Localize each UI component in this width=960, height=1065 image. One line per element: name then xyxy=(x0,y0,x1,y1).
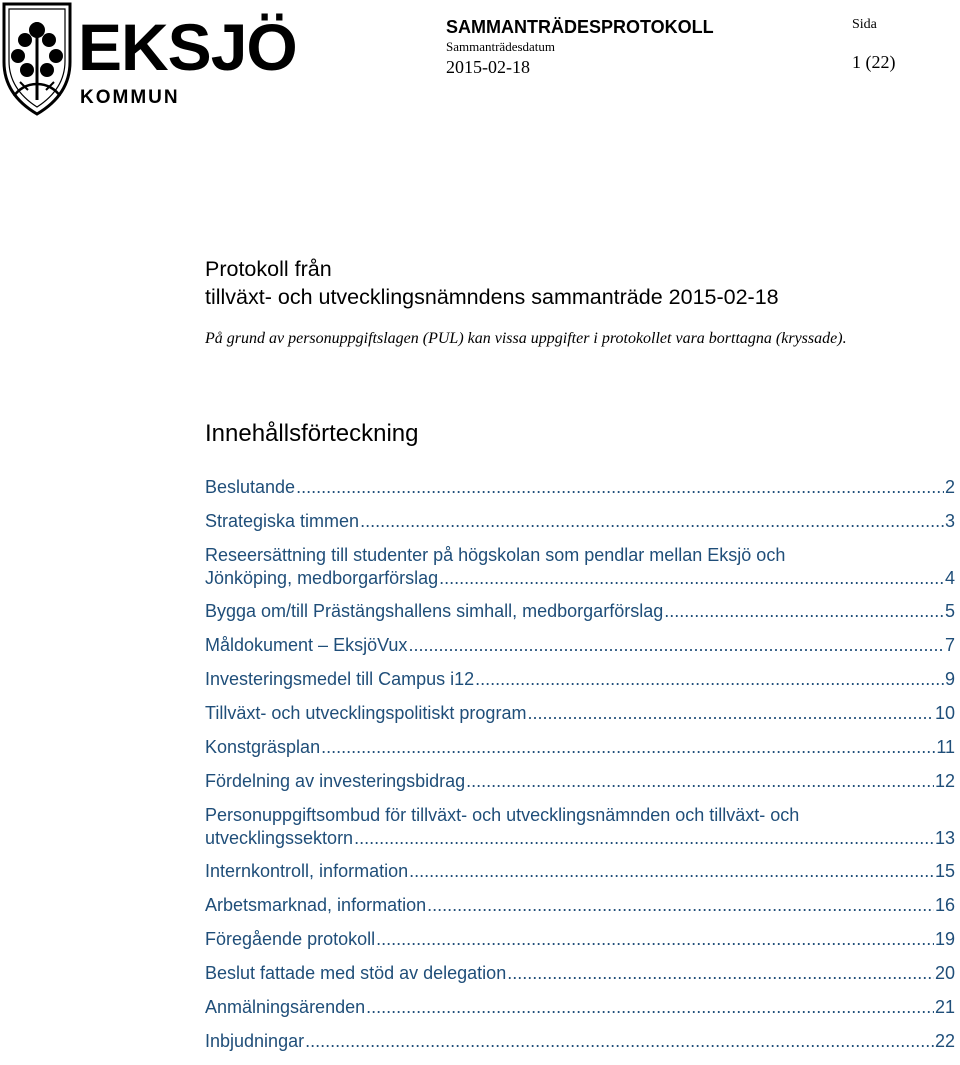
toc-entry-page: 13 xyxy=(934,828,955,848)
toc-entry[interactable] xyxy=(205,635,955,669)
toc-entry-title: Beslut fattade med stöd av delegation xyxy=(205,963,507,983)
toc-entry-page: 2 xyxy=(944,477,955,497)
toc-entry[interactable] xyxy=(205,545,955,601)
toc-leader-dots xyxy=(366,997,934,1018)
toc-entry-page: 15 xyxy=(934,861,955,881)
toc-leader-dots xyxy=(664,601,944,622)
logo-wordmark: EKSJÖ xyxy=(78,10,297,84)
toc-entry-title: Internkontroll, information xyxy=(205,861,409,881)
toc-entry-title: Tillväxt- och utvecklingspolitiskt program xyxy=(205,703,527,723)
page-number: 1 (22) xyxy=(852,52,896,72)
toc-leader-dots xyxy=(360,511,944,532)
toc-leader-dots xyxy=(427,895,934,916)
municipality-logo xyxy=(0,0,297,122)
toc-entry-title-continued: utvecklingssektorn xyxy=(205,828,354,848)
toc-leader-dots xyxy=(354,828,934,849)
toc-entry-title: Strategiska timmen xyxy=(205,511,360,531)
toc-leader-dots xyxy=(507,963,934,984)
toc-leader-dots xyxy=(408,635,944,656)
toc-entry[interactable] xyxy=(205,997,955,1031)
toc-entry-title: Bygga om/till Prästängshallens simhall, medborgarförslag xyxy=(205,601,664,621)
toc-entry-page: 3 xyxy=(944,511,955,531)
page-label: Sida xyxy=(852,17,877,32)
document-type: SAMMANTRÄDESPROTOKOLL xyxy=(446,17,714,37)
meeting-date: 2015-02-18 xyxy=(446,57,530,77)
protocol-title-line2: tillväxt- och utvecklingsnämndens sammanträde 2015-02-18 xyxy=(205,285,779,309)
toc-entry-title: Måldokument – EksjöVux xyxy=(205,635,408,655)
toc-leader-dots xyxy=(409,861,934,882)
toc-entry-page: 9 xyxy=(944,669,955,689)
toc-entry[interactable] xyxy=(205,477,955,511)
toc-entry[interactable] xyxy=(205,511,955,545)
toc-entry-page: 5 xyxy=(944,601,955,621)
toc-leader-dots xyxy=(376,929,934,950)
toc-leader-dots xyxy=(475,669,944,690)
toc-entry-page: 19 xyxy=(934,929,955,949)
meeting-date-label: Sammanträdesdatum xyxy=(446,39,556,54)
protocol-title-line1: Protokoll från xyxy=(205,257,332,281)
toc-entry-page: 4 xyxy=(944,568,955,588)
toc-entry-title: Beslutande xyxy=(205,477,296,497)
toc-entry-title: Konstgräsplan xyxy=(205,737,321,757)
toc-entry-page: 11 xyxy=(936,737,955,757)
toc-entry-page: 16 xyxy=(934,895,955,915)
table-of-contents xyxy=(205,477,955,1065)
toc-leader-dots xyxy=(439,568,944,589)
toc-entry-title: Arbetsmarknad, information xyxy=(205,895,427,915)
toc-entry-title: Investeringsmedel till Campus i12 xyxy=(205,669,475,689)
toc-entry[interactable] xyxy=(205,771,955,805)
toc-entry-page: 20 xyxy=(934,963,955,983)
toc-entry-page: 10 xyxy=(934,703,955,723)
toc-leader-dots xyxy=(296,477,944,498)
toc-leader-dots xyxy=(305,1031,934,1052)
toc-entry-page: 12 xyxy=(934,771,955,791)
toc-entry-title: Fördelning av investeringsbidrag xyxy=(205,771,466,791)
toc-entry-page: 22 xyxy=(934,1031,955,1051)
toc-entry[interactable] xyxy=(205,601,955,635)
toc-heading: Innehållsförteckning xyxy=(205,420,419,447)
toc-entry-title: Anmälningsärenden xyxy=(205,997,366,1017)
toc-entry[interactable] xyxy=(205,895,955,929)
toc-entry-title: Inbjudningar xyxy=(205,1031,305,1051)
toc-entry-title: Föregående protokoll xyxy=(205,929,376,949)
toc-leader-dots xyxy=(321,737,935,758)
privacy-notice: På grund av personuppgiftslagen (PUL) kan vissa uppgifter i protokollet vara borttagna (kryssade). xyxy=(205,330,847,347)
toc-entry[interactable] xyxy=(205,703,955,737)
toc-entry-title: Personuppgiftsombud för tillväxt- och utvecklingsnämnden och tillväxt- och xyxy=(205,805,800,825)
toc-leader-dots xyxy=(466,771,934,792)
toc-entry-title-continued: Jönköping, medborgarförslag xyxy=(205,568,439,588)
toc-entry[interactable] xyxy=(205,963,955,997)
toc-entry[interactable] xyxy=(205,929,955,963)
toc-entry-page: 7 xyxy=(944,635,955,655)
toc-entry[interactable] xyxy=(205,737,955,771)
logo-subtitle: KOMMUN xyxy=(80,87,180,108)
toc-entry-page: 21 xyxy=(934,997,955,1017)
toc-entry[interactable] xyxy=(205,861,955,895)
toc-entry[interactable] xyxy=(205,805,955,861)
toc-entry[interactable] xyxy=(205,669,955,703)
toc-entry-title: Reseersättning till studenter på högskolan som pendlar mellan Eksjö och xyxy=(205,545,786,565)
coat-of-arms-icon xyxy=(0,0,74,118)
toc-leader-dots xyxy=(527,703,934,724)
